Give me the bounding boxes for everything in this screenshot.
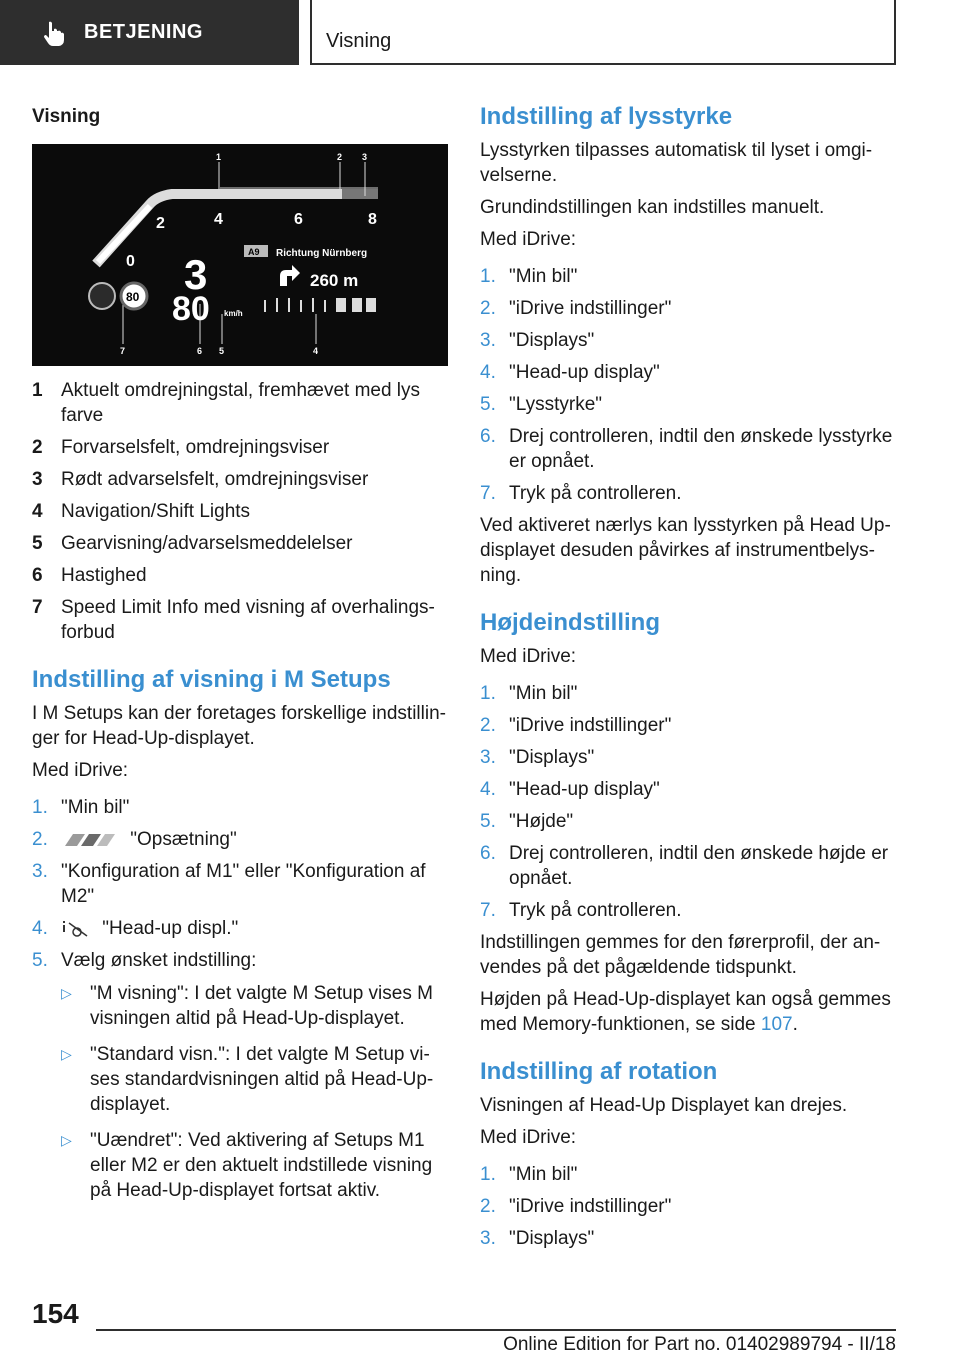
step-item: 7. Tryk på controlleren. — [480, 900, 682, 921]
brightness-p4: Ved aktiveret nærlys kan lysstyrken på Head Up-displayet desuden påvirkes af instrumentbelysning. — [480, 515, 891, 586]
step-item: 4. "Head-up display" — [480, 779, 660, 800]
bullet-triangle-icon: ▷ — [61, 1046, 72, 1062]
callout-1: 1 — [216, 152, 222, 162]
callout-5: 5 — [219, 346, 225, 356]
legend-item: 7 Speed Limit Info med visning af overhalingsforbud — [32, 597, 435, 643]
bullet-triangle-icon: ▷ — [61, 985, 72, 1001]
callout-6: 6 — [197, 346, 203, 356]
legend-item: 1 Aktuelt omdrejningstal, fremhævet med lys farve — [32, 380, 421, 426]
step-item: 1. "Min bil" — [32, 797, 130, 818]
brightness-idrive: Med iDrive: — [480, 229, 577, 250]
height-p2: Indstillingen gemmes for den førerprofil, der anvendes på det pågældende tidspunkt. — [480, 932, 881, 978]
footer-edition: Online Edition for Part no. 01402989794 - II/18 — [503, 1334, 896, 1355]
chapter-label: BETJENING — [84, 21, 203, 43]
height-p3: Højden på Head-Up-displayet kan også gemmes med Memory-funktionen, se side 107. — [480, 989, 891, 1035]
callout-3: 3 — [362, 152, 368, 162]
m-stripes-icon — [61, 833, 117, 847]
step-item: 5. Vælg ønsket indstilling: ▷ "M visning": I det valgte M Setup vises M visningen altid på Head-Up-displayet. ▷ "Standard visn.": I det valgte M Setup vises standardvisningen altid på Head-Up-displayet. ▷ "Uændret": Ved aktivering af Setups M1 eller M2 er den aktuelt indstillede visning på Head-Up-displayet fortsat aktiv. — [32, 948, 448, 1214]
m-setups-intro: I M Setups kan der foretages forskellige indstillinger for Head-Up-displayet. — [32, 703, 446, 749]
bullet-triangle-icon: ▷ — [61, 1132, 72, 1148]
rotation-steps — [480, 1162, 896, 1251]
m-setups-steps — [32, 795, 448, 1214]
footer-divider — [96, 1329, 896, 1331]
no-overtaking-sign-icon — [89, 283, 115, 309]
speed-limit-value: 80 — [126, 290, 140, 304]
callout-2: 2 — [337, 152, 343, 162]
option-item: ▷ "Standard visn.": I det valgte M Setup vises standardvisningen altid på Head-Up-displayet. — [61, 1044, 434, 1115]
brightness-p2: Grundindstillingen kan indstilles manuelt. — [480, 197, 825, 218]
tach-label-0: 0 — [126, 253, 135, 270]
step-item: 2. "iDrive indstillinger" — [480, 1196, 672, 1217]
step-item: 5. "Højde" — [480, 811, 574, 832]
rotation-idrive: Med iDrive: — [480, 1127, 577, 1148]
tach-label-8: 8 — [368, 211, 377, 228]
step-item: 2. "iDrive indstillinger" — [480, 715, 672, 736]
section-tab-label: Visning — [326, 30, 392, 52]
section-title-m-setups: Indstilling af visning i M Setups — [32, 666, 391, 693]
step-item: 1. "Min bil" — [480, 683, 578, 704]
speed-value: 80 — [172, 290, 210, 328]
height-steps — [480, 681, 896, 923]
hand-pointer-icon — [40, 20, 66, 46]
head-up-display-icon — [61, 920, 89, 938]
left-column — [32, 98, 448, 1221]
legend-item: 3 Rødt advarselsfelt, omdrejningsviser — [32, 469, 369, 490]
step-item: 6. Drej controlleren, indtil den ønskede højde er opnået. — [480, 843, 889, 889]
section-title-rotation: Indstilling af rotation — [480, 1058, 718, 1085]
step-item: 5. "Lysstyrke" — [480, 394, 603, 415]
nav-direction: Richtung Nürnberg — [276, 248, 368, 259]
section-tab — [310, 0, 896, 65]
legend-item: 4 Navigation/Shift Lights — [32, 501, 251, 522]
step-item: 1. "Min bil" — [480, 266, 578, 287]
option-item: ▷ "M visning": I det valgte M Setup vises M visningen altid på Head-Up-displayet. — [61, 983, 433, 1029]
height-idrive: Med iDrive: — [480, 646, 577, 667]
step-item: 2. "Opsætning" — [32, 829, 237, 850]
gear-indicator: 3 — [184, 251, 208, 298]
section-title-height: Højdeindstilling — [480, 609, 660, 636]
step-item: 3. "Displays" — [480, 330, 595, 351]
head-up-display-figure — [32, 144, 448, 366]
step-item: 3. "Konfiguration af M1" eller "Konfiguration af M2" — [32, 861, 426, 907]
callout-4: 4 — [313, 346, 319, 356]
step-item: 3. "Displays" — [480, 1228, 595, 1249]
legend-item: 2 Forvarselsfelt, omdrejningsviser — [32, 437, 330, 458]
with-idrive-label: Med iDrive: — [32, 760, 129, 781]
step-item: 3. "Displays" — [480, 747, 595, 768]
option-list — [61, 981, 448, 1203]
step-item: 4. "Head-up displ." — [32, 918, 239, 939]
legend-item: 6 Hastighed — [32, 565, 147, 586]
step-item: 6. Drej controlleren, indtil den ønskede lysstyrke er opnået. — [480, 426, 893, 472]
speed-unit: km/h — [224, 309, 243, 318]
page-reference-link[interactable]: 107 — [760, 1014, 793, 1035]
figure-legend — [32, 378, 448, 645]
legend-item: 5 Gearvisning/advarselsmeddelelser — [32, 533, 353, 554]
option-item: ▷ "Uændret": Ved aktivering af Setups M1 eller M2 er den aktuelt indstillede visning på Head-Up-displayet fortsat aktiv. — [61, 1130, 433, 1201]
tach-label-2: 2 — [156, 215, 165, 232]
tach-label-6: 6 — [294, 211, 303, 228]
brightness-steps — [480, 264, 896, 506]
tach-label-4: 4 — [214, 211, 223, 228]
figure-title: Visning — [32, 106, 101, 127]
section-title-brightness: Indstilling af lysstyrke — [480, 103, 733, 130]
step-item: 1. "Min bil" — [480, 1164, 578, 1185]
callout-7: 7 — [120, 346, 126, 356]
brightness-p1: Lysstyrken tilpasses automatisk til lyset i omgivelserne. — [480, 140, 873, 186]
step-item: 7. Tryk på controlleren. — [480, 483, 682, 504]
step-item: 4. "Head-up display" — [480, 362, 660, 383]
page-number: 154 — [32, 1298, 79, 1329]
nav-distance: 260 m — [310, 271, 359, 290]
right-column — [480, 98, 896, 1258]
chapter-header — [0, 0, 299, 65]
rotation-p1: Visningen af Head-Up Displayet kan drejes. — [480, 1095, 848, 1116]
road-badge: A9 — [248, 247, 260, 257]
step-item: 2. "iDrive indstillinger" — [480, 298, 672, 319]
